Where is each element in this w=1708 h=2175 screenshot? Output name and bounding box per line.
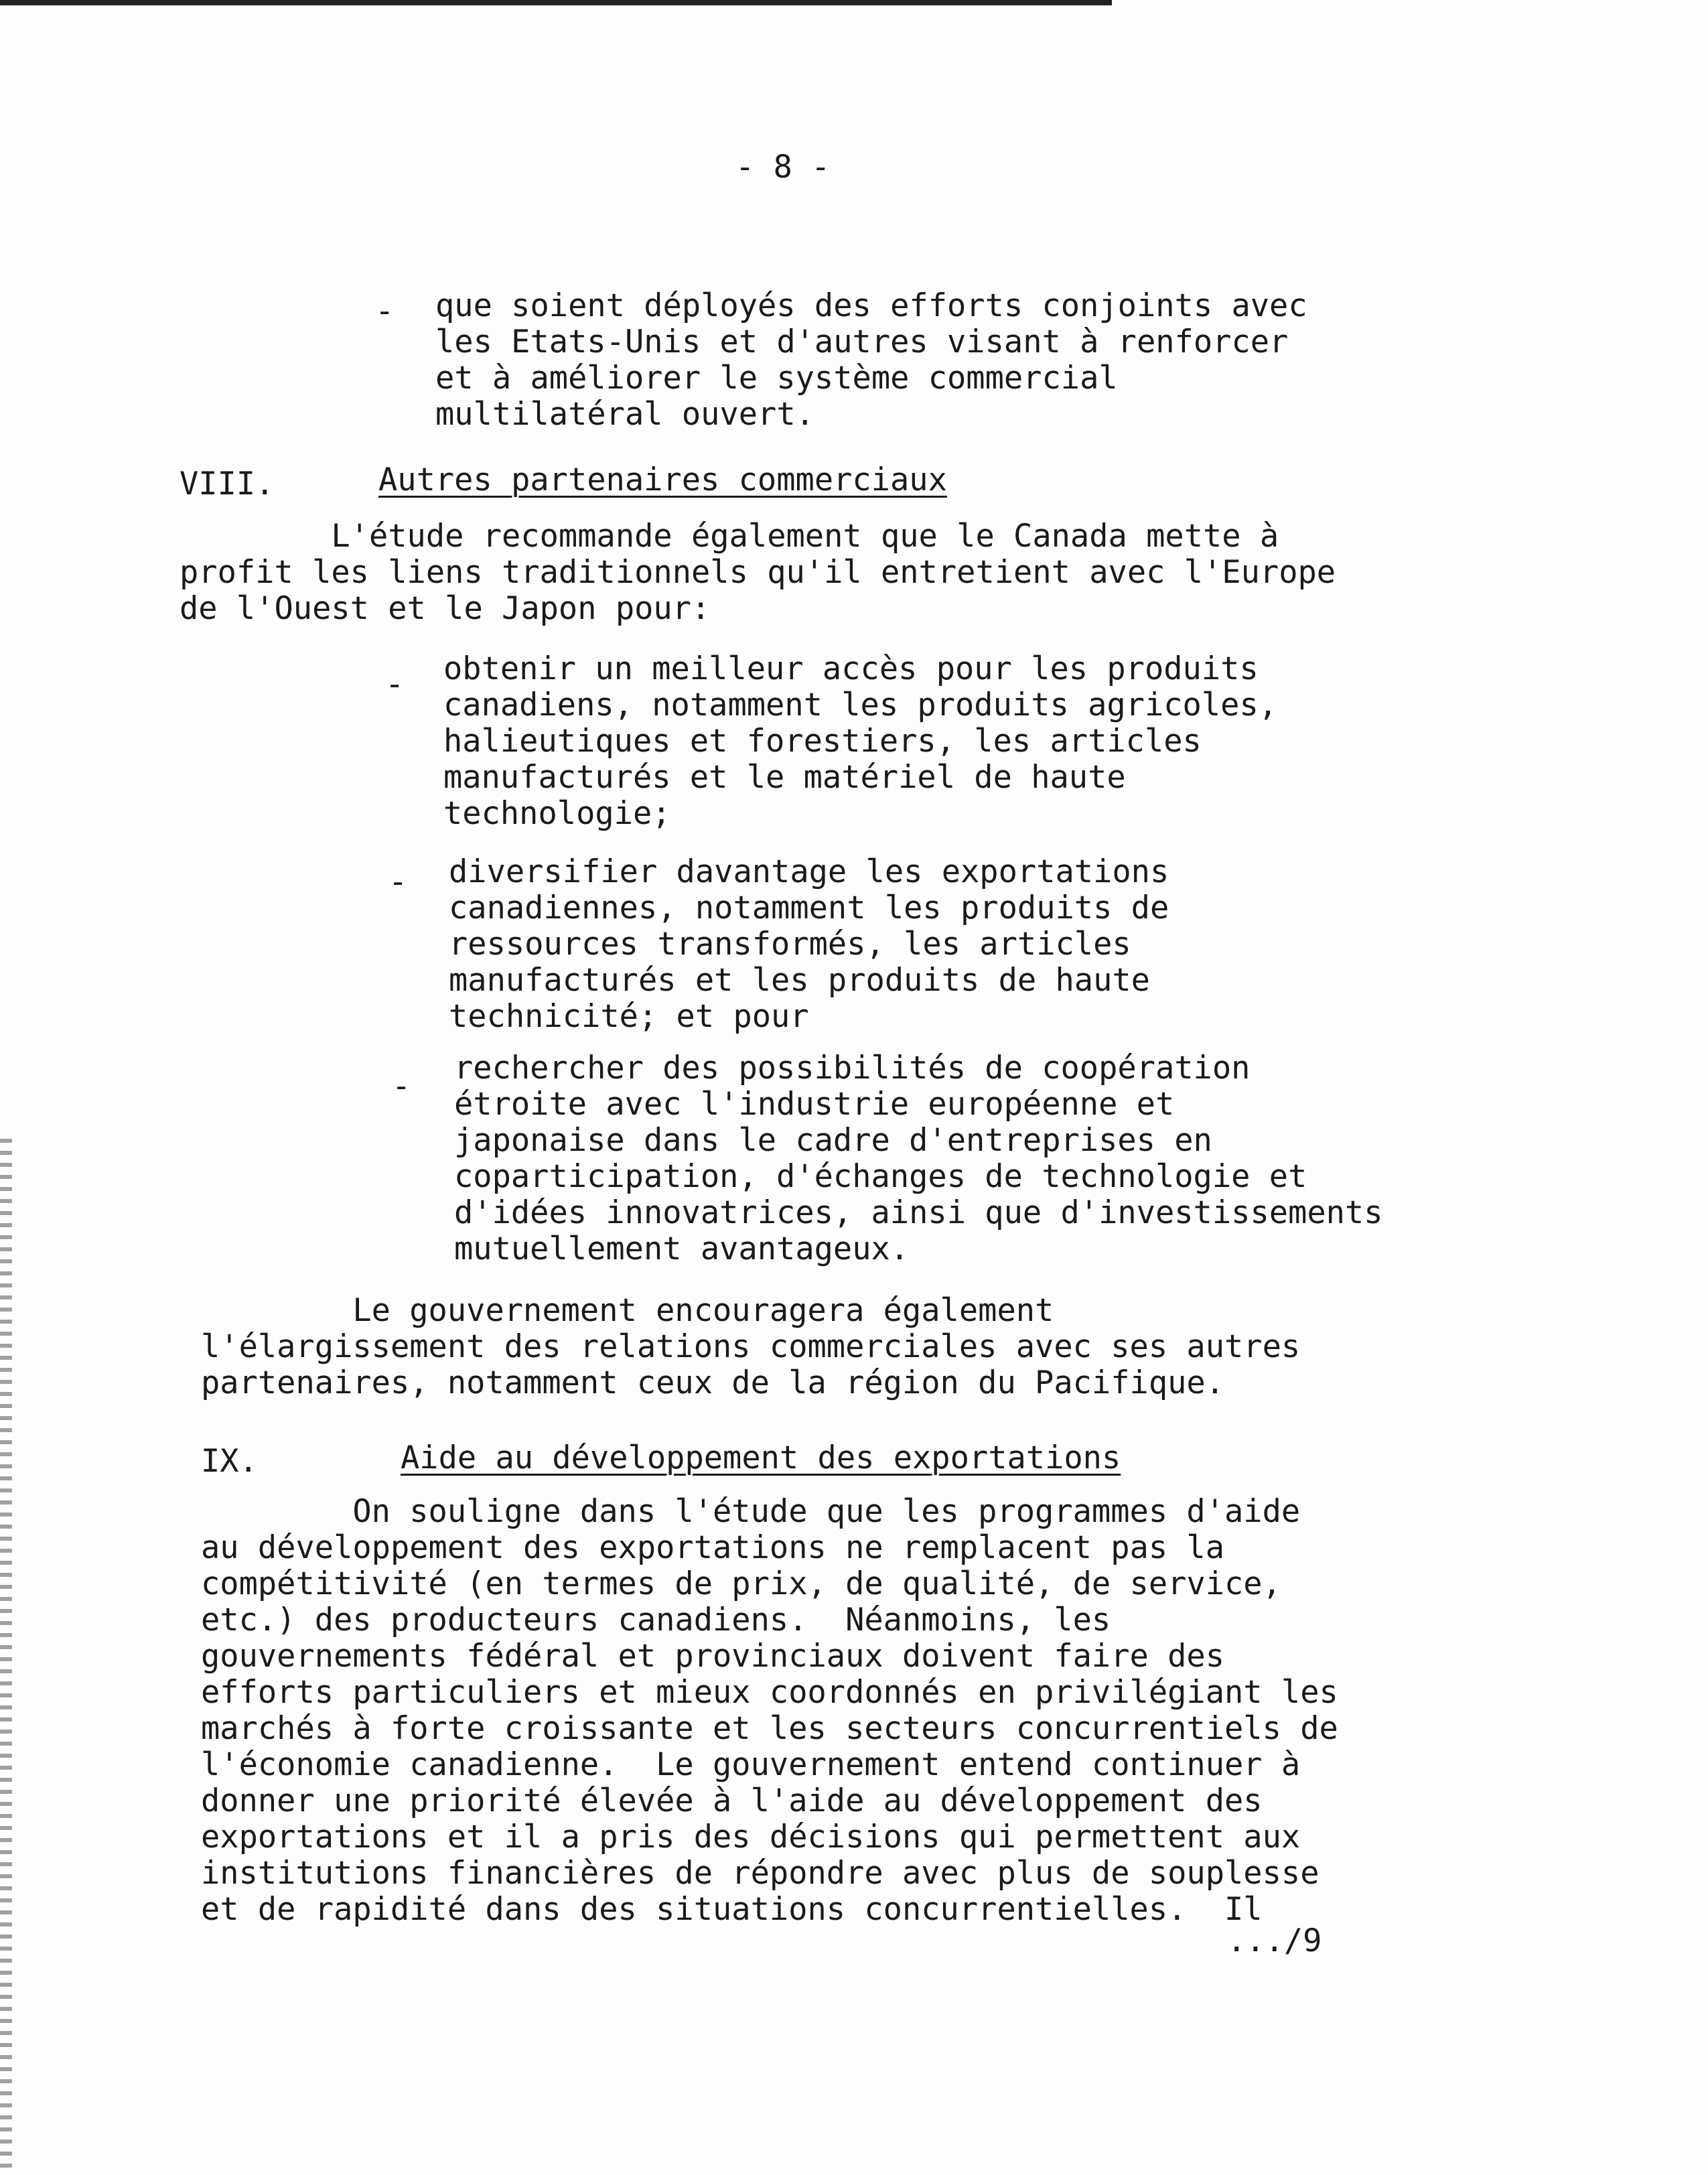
text-line: etc.) des producteurs canadiens. Néanmoins, les (201, 1602, 1111, 1638)
section-title: Autres partenaires commerciaux (378, 462, 947, 498)
section8-closing (201, 1293, 1300, 1401)
text-line: d'idées innovatrices, ainsi que d'investissements (454, 1194, 1383, 1231)
bullet-dash: - (388, 863, 408, 900)
text-line: manufacturés et le matériel de haute (443, 759, 1126, 796)
text-line: et de rapidité dans des situations concurrentielles. Il (201, 1891, 1263, 1928)
text-line: technologie; (443, 795, 671, 832)
section8-paragraph (180, 518, 1336, 627)
text-line: l'élargissement des relations commerciales avec ses autres (201, 1328, 1301, 1365)
text-line: technicité; et pour (449, 998, 809, 1035)
text-line: manufacturés et les produits de haute (449, 962, 1150, 999)
text-line: diversifier davantage les exportations (449, 853, 1169, 890)
text-line: institutions financières de répondre avec plus de souplesse (201, 1855, 1320, 1892)
text-line: canadiens, notamment les produits agricoles, (443, 687, 1278, 723)
text-line: donner une priorité élevée à l'aide au développement des (201, 1782, 1263, 1819)
text-line: exportations et il a pris des décisions qui permettent aux (201, 1819, 1301, 1855)
text-line: coparticipation, d'échanges de technologie et (454, 1158, 1307, 1195)
section-number: VIII. (180, 466, 275, 502)
text-line: halieutiques et forestiers, les articles (443, 723, 1202, 760)
text-line: l'économie canadienne. Le gouvernement entend continuer à (201, 1746, 1301, 1783)
text-line: compétitivité (en termes de prix, de qualité, de service, (201, 1565, 1281, 1602)
text-line: japonaise dans le cadre d'entreprises en (454, 1122, 1212, 1159)
text-line: et à améliorer le système commercial (435, 360, 1118, 397)
text-line: efforts particuliers et mieux coordonnés en privilégiant les (201, 1674, 1338, 1711)
section-number: IX. (201, 1443, 258, 1480)
text-line: obtenir un meilleur accès pour les produits (443, 650, 1259, 687)
text-line: étroite avec l'industrie européenne et (454, 1086, 1175, 1123)
text-line: mutuellement avantageux. (454, 1231, 910, 1267)
text-line: que soient déployés des efforts conjoints avec (435, 287, 1307, 324)
text-line: canadiennes, notamment les produits de (449, 890, 1169, 926)
text-line: au développement des exportations ne remplacent pas la (201, 1529, 1225, 1566)
bullet-text (454, 1050, 1383, 1267)
text-line: L'étude recommande également que le Canada mette à (180, 518, 1279, 555)
text-line: profit les liens traditionnels qu'il entretient avec l'Europe (180, 554, 1336, 591)
text-line: multilatéral ouvert. (435, 396, 814, 433)
scan-edge-left (0, 1139, 12, 2175)
bullet-dash: - (375, 293, 395, 330)
bullet-text (443, 651, 1277, 832)
section9-paragraph (201, 1494, 1338, 1928)
text-line: partenaires, notamment ceux de la région du Pacifique. (201, 1364, 1225, 1401)
section-title: Aide au développement des exportations (401, 1440, 1121, 1476)
text-line: marchés à forte croissante et les secteurs concurrentiels de (201, 1710, 1338, 1747)
text-line: Le gouvernement encouragera également (201, 1292, 1054, 1329)
bullet-text (449, 854, 1169, 1035)
bullet-dash: - (392, 1068, 411, 1105)
scan-edge-top (0, 0, 1112, 5)
text-line: les Etats-Unis et d'autres visant à renforcer (435, 324, 1289, 360)
page-number: - 8 - (735, 149, 831, 186)
text-line: gouvernements fédéral et provinciaux doivent faire des (201, 1638, 1225, 1675)
text-line: de l'Ouest et le Japon pour: (180, 590, 711, 627)
intro-bullet-text (435, 288, 1307, 433)
text-line: On souligne dans l'étude que les programmes d'aide (201, 1493, 1301, 1530)
bullet-dash: - (385, 666, 405, 703)
text-line: ressources transformés, les articles (449, 926, 1131, 963)
text-line: rechercher des possibilités de coopération (454, 1050, 1251, 1086)
continuation-marker: .../9 (1227, 1922, 1322, 1959)
